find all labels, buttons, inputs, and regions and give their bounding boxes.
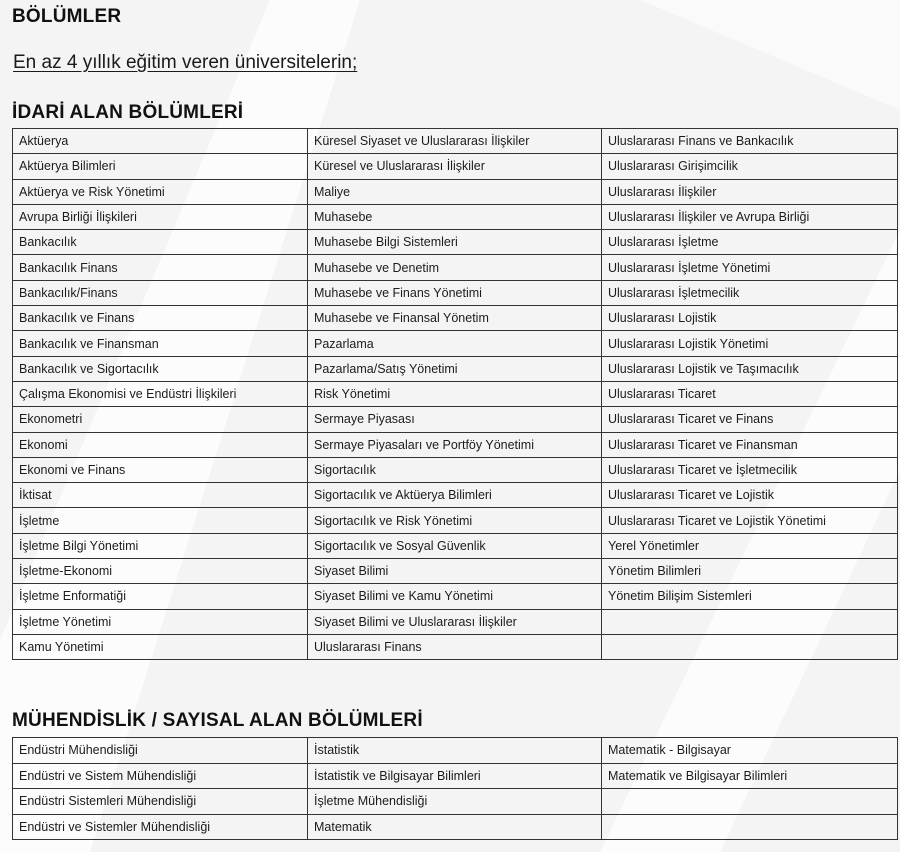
table-cell: Bankacılık ve Finansman <box>13 331 308 356</box>
table-row <box>13 738 898 764</box>
table-cell: Uluslararası Lojistik ve Taşımacılık <box>602 356 898 381</box>
table-cell: Sigortacılık ve Risk Yönetimi <box>308 508 602 533</box>
idari-departments-table <box>12 128 898 660</box>
table-cell: Sermaye Piyasası <box>308 407 602 432</box>
table-cell: Pazarlama <box>308 331 602 356</box>
table-cell: İşletme Bilgi Yönetimi <box>13 533 308 558</box>
table-cell: Siyaset Bilimi ve Kamu Yönetimi <box>308 584 602 609</box>
table-cell: Bankacılık ve Sigortacılık <box>13 356 308 381</box>
table-cell: İktisat <box>13 483 308 508</box>
table-cell: Bankacılık/Finans <box>13 280 308 305</box>
table-cell: Muhasebe ve Denetim <box>308 255 602 280</box>
table-cell: Endüstri ve Sistem Mühendisliği <box>13 763 308 789</box>
table-row <box>13 129 898 154</box>
table-row <box>13 407 898 432</box>
table-cell: Endüstri ve Sistemler Mühendisliği <box>13 814 308 840</box>
table-row <box>13 154 898 179</box>
table-cell: İşletme-Ekonomi <box>13 559 308 584</box>
table-row <box>13 280 898 305</box>
table-cell: Yönetim Bilişim Sistemleri <box>602 584 898 609</box>
table-cell: Uluslararası İşletme Yönetimi <box>602 255 898 280</box>
table-cell: Uluslararası Ticaret ve Finansman <box>602 432 898 457</box>
table-cell: Avrupa Birliği İlişkileri <box>13 204 308 229</box>
table-cell: Uluslararası İşletme <box>602 230 898 255</box>
table-cell: Bankacılık <box>13 230 308 255</box>
table-cell: Uluslararası İşletmecilik <box>602 280 898 305</box>
table-cell: Küresel ve Uluslararası İlişkiler <box>308 154 602 179</box>
table-cell: Risk Yönetimi <box>308 381 602 406</box>
table-cell: Aktüerya <box>13 129 308 154</box>
table-cell <box>602 609 898 634</box>
table-cell: Uluslararası Ticaret ve Finans <box>602 407 898 432</box>
table-row <box>13 230 898 255</box>
muhendislik-departments-table <box>12 737 898 840</box>
section-title-idari: İDARİ ALAN BÖLÜMLERİ <box>12 102 244 123</box>
table-cell: Maliye <box>308 179 602 204</box>
table-cell: Uluslararası İlişkiler ve Avrupa Birliği <box>602 204 898 229</box>
table-cell: Muhasebe Bilgi Sistemleri <box>308 230 602 255</box>
table-row <box>13 356 898 381</box>
table-cell: İşletme <box>13 508 308 533</box>
table-cell: Pazarlama/Satış Yönetimi <box>308 356 602 381</box>
table-cell: Uluslararası Lojistik Yönetimi <box>602 331 898 356</box>
table-cell: Muhasebe ve Finans Yönetimi <box>308 280 602 305</box>
table-cell: Siyaset Bilimi ve Uluslararası İlişkiler <box>308 609 602 634</box>
intro-text: En az 4 yıllık eğitim veren üniversitelerin; <box>13 52 358 73</box>
table-cell: Yönetim Bilimleri <box>602 559 898 584</box>
table-row <box>13 179 898 204</box>
table-cell: Yerel Yönetimler <box>602 533 898 558</box>
table-cell <box>602 814 898 840</box>
table-row <box>13 814 898 840</box>
table-cell: Sigortacılık <box>308 457 602 482</box>
table-cell: Sigortacılık ve Aktüerya Bilimleri <box>308 483 602 508</box>
table-cell: Siyaset Bilimi <box>308 559 602 584</box>
table-row <box>13 204 898 229</box>
table-cell: Matematik ve Bilgisayar Bilimleri <box>602 763 898 789</box>
table-row <box>13 533 898 558</box>
table-cell: Uluslararası Ticaret <box>602 381 898 406</box>
table-cell: Çalışma Ekonomisi ve Endüstri İlişkileri <box>13 381 308 406</box>
table-cell: Ekonometri <box>13 407 308 432</box>
table-cell: Uluslararası İlişkiler <box>602 179 898 204</box>
table-cell: Aktüerya Bilimleri <box>13 154 308 179</box>
table-cell: Uluslararası Girişimcilik <box>602 154 898 179</box>
table-cell: İşletme Enformatiği <box>13 584 308 609</box>
table-cell: Uluslararası Ticaret ve İşletmecilik <box>602 457 898 482</box>
table-cell: İstatistik <box>308 738 602 764</box>
table-cell: Ekonomi ve Finans <box>13 457 308 482</box>
table-row <box>13 634 898 659</box>
table-cell: Matematik <box>308 814 602 840</box>
table-cell: Muhasebe ve Finansal Yönetim <box>308 306 602 331</box>
section-title-muhendislik: MÜHENDİSLİK / SAYISAL ALAN BÖLÜMLERİ <box>12 710 423 731</box>
table-row <box>13 508 898 533</box>
table-cell: Aktüerya ve Risk Yönetimi <box>13 179 308 204</box>
table-cell: Muhasebe <box>308 204 602 229</box>
table-cell: Matematik - Bilgisayar <box>602 738 898 764</box>
table-cell: Uluslararası Ticaret ve Lojistik <box>602 483 898 508</box>
table-row <box>13 432 898 457</box>
table-row <box>13 763 898 789</box>
table-cell: Uluslararası Ticaret ve Lojistik Yönetimi <box>602 508 898 533</box>
table-row <box>13 381 898 406</box>
table-row <box>13 609 898 634</box>
table-cell: Ekonomi <box>13 432 308 457</box>
table-row <box>13 255 898 280</box>
table-row <box>13 483 898 508</box>
table-cell: Uluslararası Lojistik <box>602 306 898 331</box>
table-cell: Küresel Siyaset ve Uluslararası İlişkiler <box>308 129 602 154</box>
table-cell: Kamu Yönetimi <box>13 634 308 659</box>
table-cell: Uluslararası Finans ve Bankacılık <box>602 129 898 154</box>
table-cell: Sermaye Piyasaları ve Portföy Yönetimi <box>308 432 602 457</box>
table-cell: Bankacılık ve Finans <box>13 306 308 331</box>
table-cell: Endüstri Sistemleri Mühendisliği <box>13 789 308 815</box>
table-cell <box>602 789 898 815</box>
table-cell: Bankacılık Finans <box>13 255 308 280</box>
table-row <box>13 457 898 482</box>
table-row <box>13 584 898 609</box>
table-cell: İşletme Mühendisliği <box>308 789 602 815</box>
page-title: BÖLÜMLER <box>12 6 122 27</box>
table-row <box>13 559 898 584</box>
table-row <box>13 331 898 356</box>
table-cell: İstatistik ve Bilgisayar Bilimleri <box>308 763 602 789</box>
table-cell <box>602 634 898 659</box>
table-row <box>13 306 898 331</box>
table-cell: Sigortacılık ve Sosyal Güvenlik <box>308 533 602 558</box>
table-cell: Endüstri Mühendisliği <box>13 738 308 764</box>
idari-table-body <box>13 129 898 660</box>
table-cell: İşletme Yönetimi <box>13 609 308 634</box>
table-cell: Uluslararası Finans <box>308 634 602 659</box>
table-row <box>13 789 898 815</box>
muhendislik-table-body <box>13 738 898 840</box>
